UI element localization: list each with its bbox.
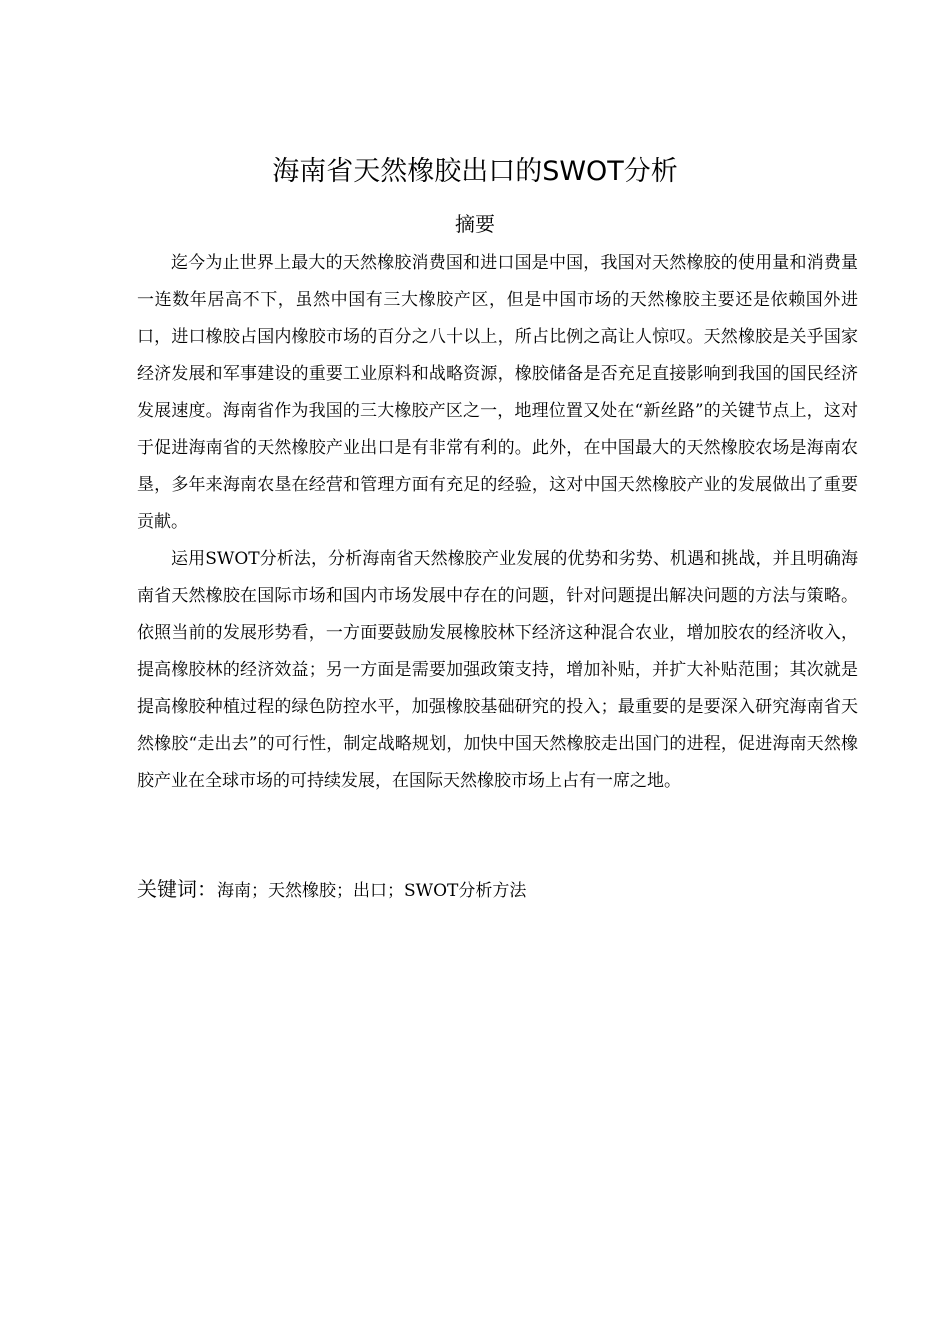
document-title: 海南省天然橡胶出口的SWOT分析 xyxy=(272,156,678,187)
keywords-label: 关键词： xyxy=(137,877,217,901)
keywords-value: 海南；天然橡胶；出口；SWOT分析方法 xyxy=(217,881,527,901)
keywords-line xyxy=(137,871,858,910)
abstract-heading: 摘要 xyxy=(455,212,495,236)
abstract-paragraph-2: 运用SWOT分析法，分析海南省天然橡胶产业发展的优势和劣势、机遇和挑战，并且明确海南省天然橡胶在国际市场和国内市场发展中存在的问题，针对问题提出解决问题的方法与策略。依照当前的发展形势看，一方面要鼓励发展橡胶林下经济这种混合农业，增加胶农的经济收入，提高橡胶林的经济效益；另一方面是需要加强政策支持，增加补贴，并扩大补贴范围；其次就是提高橡胶种植过程的绿色防控水平，加强橡胶基础研究的投入；最重要的是要深入研究海南省天然橡胶“走出去”的可行性，制定战略规划，加快中国天然橡胶走出国门的进程，促进海南天然橡胶产业在全球市场的可持续发展，在国际天然橡胶市场上占有一席之地。 xyxy=(137,549,858,791)
abstract-paragraph-1: 迄今为止世界上最大的天然橡胶消费国和进口国是中国，我国对天然橡胶的使用量和消费量一连数年居高不下，虽然中国有三大橡胶产区，但是中国市场的天然橡胶主要还是依赖国外进口，进口橡胶占国内橡胶市场的百分之八十以上，所占比例之高让人惊叹。天然橡胶是关乎国家经济发展和军事建设的重要工业原料和战略资源，橡胶储备是否充足直接影响到我国的国民经济发展速度。海南省作为我国的三大橡胶产区之一，地理位置又处在“新丝路”的关键节点上，这对于促进海南省的天然橡胶产业出口是有非常有利的。此外，在中国最大的天然橡胶农场是海南农垦，多年来海南农垦在经营和管理方面有充足的经验，这对中国天然橡胶产业的发展做出了重要贡献。 xyxy=(137,253,858,532)
